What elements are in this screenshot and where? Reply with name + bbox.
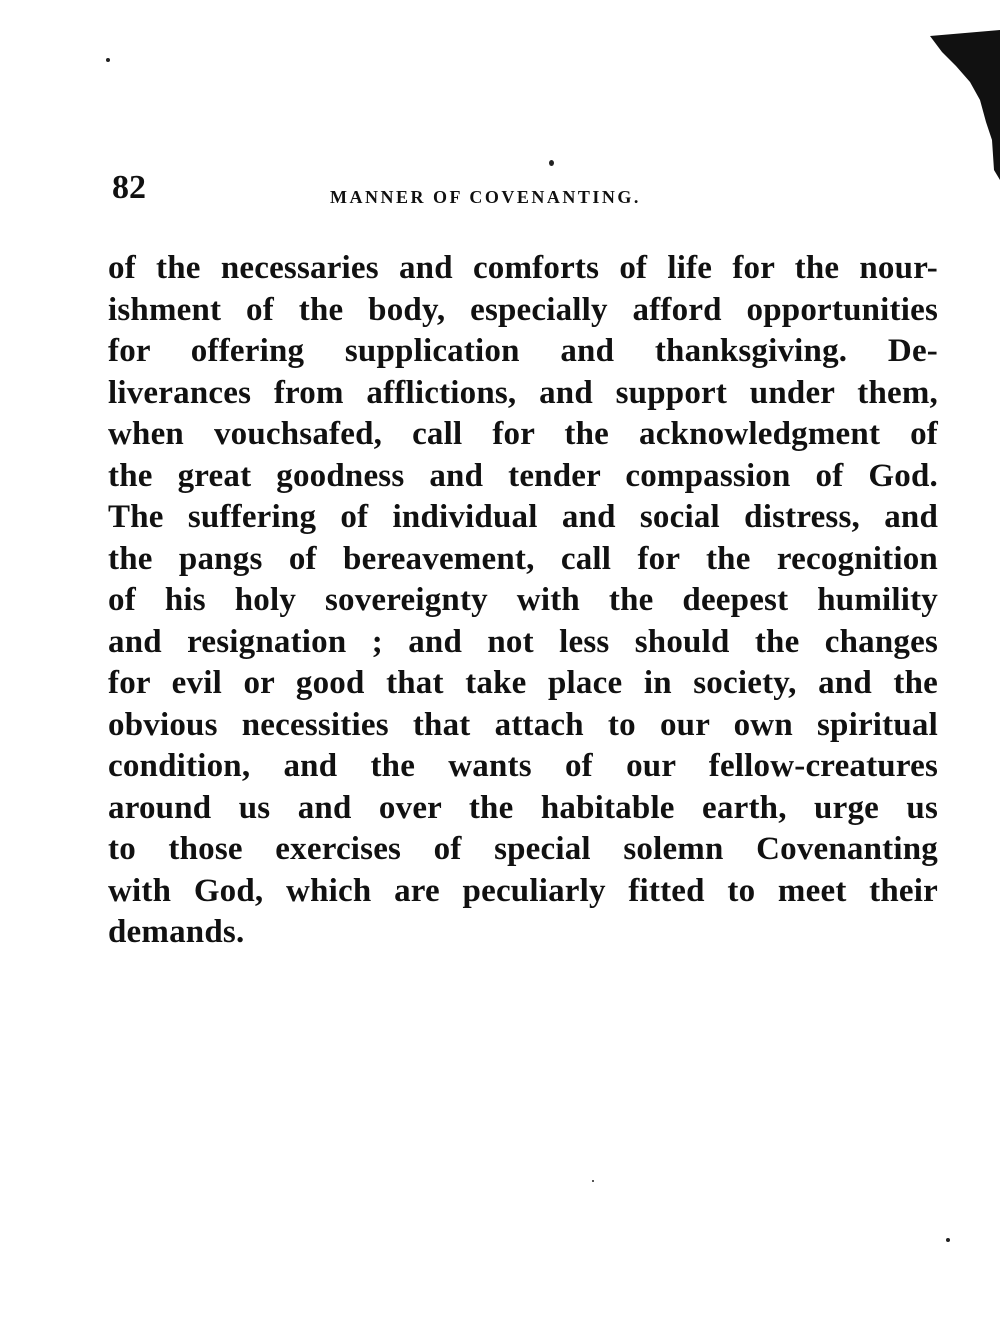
text-line: of the necessaries and comforts of life for the nour- — [108, 250, 938, 286]
text-line: demands. — [108, 914, 245, 950]
ink-speck — [592, 1180, 594, 1182]
text-line: and resignation ; and not less should the changes — [108, 623, 938, 660]
text-line: around us and over the habitable earth, urge us — [108, 789, 938, 826]
ink-speck — [946, 1238, 950, 1242]
text-line: ishment of the body, especially afford opportunities — [108, 291, 938, 328]
ink-speck — [106, 58, 110, 62]
ink-speck — [549, 160, 554, 166]
body-paragraph — [108, 248, 938, 954]
text-line: The suffering of individual and social distress, and — [108, 499, 938, 535]
text-line: of his holy sovereignty with the deepest humility — [108, 582, 938, 618]
text-line: for offering supplication and thanksgiving. De- — [108, 333, 938, 369]
text-line: when vouchsafed, call for the acknowledgment of — [108, 416, 938, 452]
running-title: MANNER OF COVENANTING. — [330, 187, 641, 207]
text-line: condition, and the wants of our fellow-creatures — [108, 748, 938, 784]
text-line: liverances from afflictions, and support under them, — [108, 374, 938, 411]
text-line: the pangs of bereavement, call for the recognition — [108, 540, 938, 577]
text-line: with God, which are peculiarly fitted to meet their — [108, 872, 938, 909]
page-corner-shadow — [922, 30, 1000, 180]
text-line: obvious necessities that attach to our own spiritual — [108, 706, 938, 743]
page-number: 82 — [112, 169, 146, 206]
text-line: for evil or good that take place in society, and the — [108, 665, 938, 701]
text-line: the great goodness and tender compassion of God. — [108, 457, 938, 494]
text-line: to those exercises of special solemn Covenanting — [108, 831, 938, 867]
